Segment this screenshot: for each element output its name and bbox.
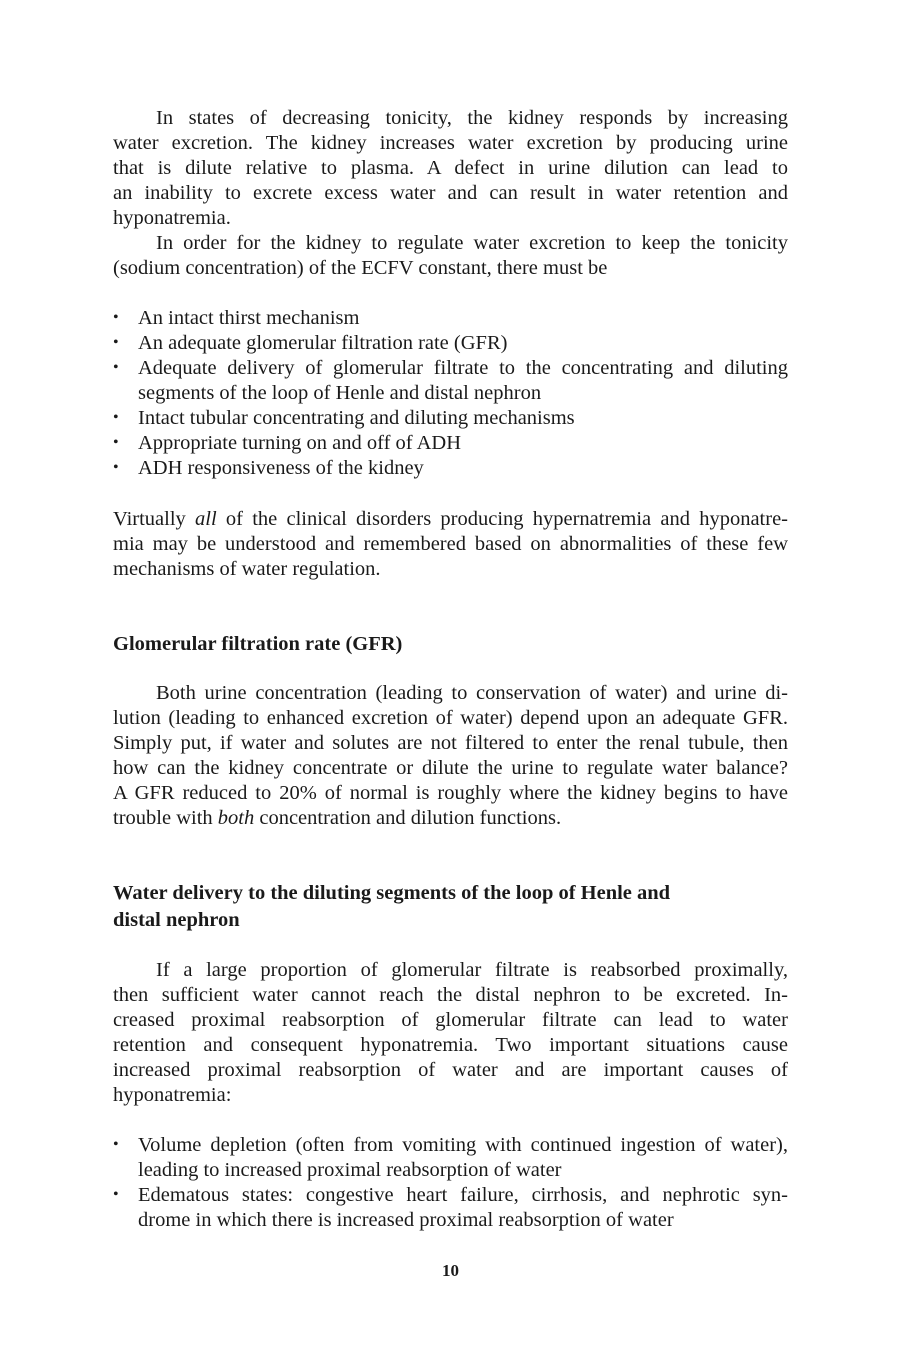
paragraph-line: then sufficient water cannot reach the distal nephron to be excreted. In- [113, 984, 788, 1006]
list-item: Volume depletion (often from vomiting with continued ingestion of water), [138, 1134, 788, 1156]
list-item: Adequate delivery of glomerular filtrate to the concentrating and diluting [138, 357, 788, 379]
paragraph-line: water excretion. The kidney increases water excretion by producing urine [113, 132, 788, 154]
paragraph-line: In states of decreasing tonicity, the kidney responds by increasing [156, 107, 788, 129]
page-number: 10 [442, 1261, 459, 1280]
paragraph-line: In order for the kidney to regulate water excretion to keep the tonicity [156, 232, 788, 254]
list-item: An intact thirst mechanism [138, 307, 360, 329]
list-item-continuation: segments of the loop of Henle and distal nephron [138, 382, 542, 404]
list-item: Appropriate turning on and off of ADH [138, 432, 462, 454]
paragraph-line: If a large proportion of glomerular filtrate is reabsorbed proximally, [156, 959, 788, 981]
paragraph-line: increased proximal reabsorption of water and are important causes of [113, 1059, 788, 1081]
bullet-icon: • [113, 434, 119, 451]
text-run: of the clinical disorders producing hypernatremia and hyponatre- [216, 508, 788, 530]
text-run: concentration and dilution functions. [254, 807, 562, 829]
section-heading: Water delivery to the diluting segments of the loop of Henle and [113, 882, 671, 904]
paragraph-line: retention and consequent hyponatremia. Two important situations cause [113, 1034, 788, 1056]
bullet-icon: • [113, 309, 119, 326]
paragraph-line [113, 806, 788, 831]
paragraph-line: (sodium concentration) of the ECFV constant, there must be [113, 257, 608, 279]
paragraph-line: lution (leading to enhanced excretion of water) depend upon an adequate GFR. [113, 707, 788, 729]
paragraph-line: hyponatremia: [113, 1084, 232, 1106]
emphasis: all [195, 508, 217, 530]
paragraph-line: A GFR reduced to 20% of normal is roughly where the kidney begins to have [113, 782, 788, 804]
paragraph-line: mia may be understood and remembered based on abnormalities of these few [113, 533, 788, 555]
paragraph-line: Simply put, if water and solutes are not filtered to enter the renal tubule, then [113, 732, 788, 754]
paragraph-line [113, 507, 788, 532]
text-run: Virtually [113, 508, 196, 530]
list-item: Intact tubular concentrating and diluting mechanisms [138, 407, 575, 429]
section-heading-continuation: distal nephron [113, 909, 240, 931]
paragraph-line: mechanisms of water regulation. [113, 558, 381, 580]
emphasis: both [217, 807, 255, 829]
list-item: An adequate glomerular filtration rate (GFR) [138, 332, 508, 354]
bullet-icon: • [113, 1186, 119, 1203]
list-item-continuation: drome in which there is increased proximal reabsorption of water [138, 1209, 674, 1231]
paragraph-line: hyponatremia. [113, 207, 231, 229]
bullet-icon: • [113, 359, 119, 376]
list-item: ADH responsiveness of the kidney [138, 457, 424, 479]
paragraph-line: creased proximal reabsorption of glomerular filtrate can lead to water [113, 1009, 788, 1031]
paragraph-line: that is dilute relative to plasma. A defect in urine dilution can lead to [113, 157, 788, 179]
list-item-continuation: leading to increased proximal reabsorption of water [138, 1159, 562, 1181]
bullet-icon: • [113, 1136, 119, 1153]
section-heading: Glomerular filtration rate (GFR) [113, 633, 403, 655]
text-run: trouble with [113, 807, 218, 829]
list-item: Edematous states: congestive heart failure, cirrhosis, and nephrotic syn- [138, 1184, 788, 1206]
bullet-icon: • [113, 334, 119, 351]
paragraph-line: Both urine concentration (leading to conservation of water) and urine di- [156, 682, 788, 704]
paragraph-line: an inability to excrete excess water and can result in water retention and [113, 182, 788, 204]
bullet-icon: • [113, 409, 119, 426]
bullet-icon: • [113, 459, 119, 476]
paragraph-line: how can the kidney concentrate or dilute the urine to regulate water balance? [113, 757, 788, 779]
